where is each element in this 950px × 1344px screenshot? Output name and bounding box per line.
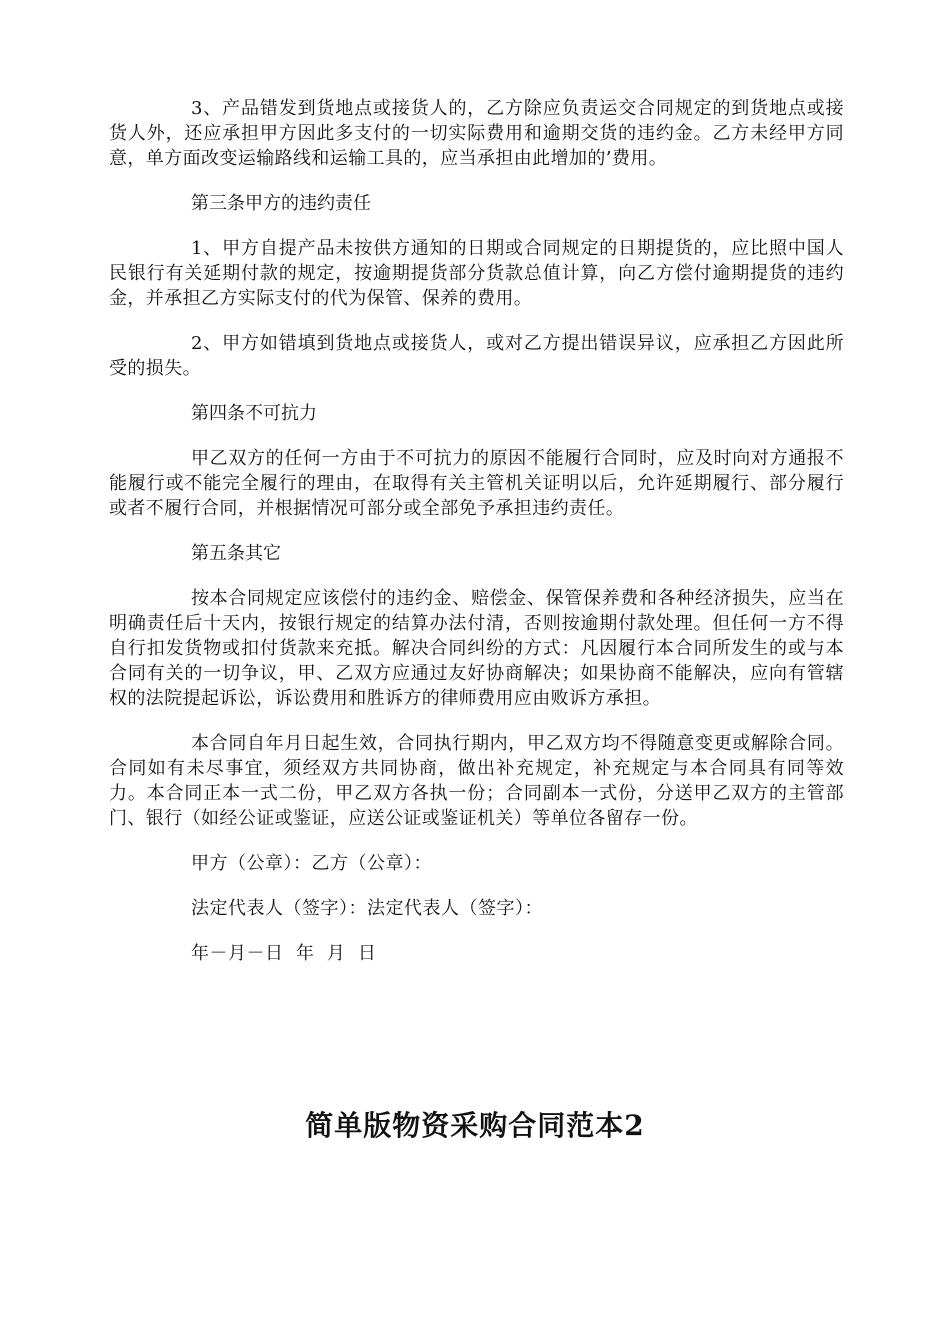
signature-dates: 年－月－日 年 月 日: [191, 943, 377, 964]
signature-representatives: 法定代表人（签字）：法定代表人（签字）：: [191, 898, 543, 919]
heading-article-4: 第四条不可抗力: [191, 403, 317, 424]
paragraph-wrong-address: 2、甲方如错填到货地点或接货人，或对乙方提出错误异议，应承担乙方因此所受的损失。: [109, 333, 844, 379]
signature-parties: 甲方（公章）：乙方（公章）：: [191, 853, 432, 874]
next-contract-title: 简单版物资采购合同范本2: [305, 1109, 645, 1142]
paragraph-force-majeure: 甲乙双方的任何一方由于不可抗力的原因不能履行合同时，应及时向对方通报不能履行或不能完全履行的理由，在取得有关主管机关证明以后，允许延期履行、部分履行或者不履行合同，并根据情况可部分或全部免予承担违约责任。: [109, 448, 844, 519]
heading-article-5: 第五条其它: [191, 543, 281, 564]
paragraph-effectiveness: 本合同自年月日起生效，合同执行期内，甲乙双方均不得随意变更或解除合同。合同如有未尽事宜，须经双方共同协商，做出补充规定，补充规定与本合同具有同等效力。本合同正本一式二份，甲乙双方各执一份；合同副本一式份，分送甲乙双方的主管部门、银行（如经公证或鉴证，应送公证或鉴证机关）等单位各留存一份。: [109, 733, 844, 829]
paragraph-penalties-disputes: 按本合同规定应该偿付的违约金、赔偿金、保管保养费和各种经济损失，应当在明确责任后十天内，按银行规定的结算办法付清，否则按逾期付款处理。但任何一方不得自行扣发货物或扣付货款来充抵。解决合同纠纷的方式：凡因履行本合同所发生的或与本合同有关的一切争议，甲、乙双方应通过友好协商解决；如果协商不能解决，应向有管辖权的法院提起诉讼，诉讼费用和胜诉方的律师费用应由败诉方承担。: [109, 588, 844, 709]
document-body: [109, 96, 844, 966]
paragraph-late-pickup: 1、甲方自提产品未按供方通知的日期或合同规定的日期提货的，应比照中国人民银行有关延期付款的规定，按逾期提货部分货款总值计算，向乙方偿付逾期提货的违约金，并承担乙方实际支付的代为保管、保养的费用。: [109, 238, 844, 309]
paragraph-misdelivery: 3、产品错发到货地点或接货人的，乙方除应负责运交合同规定的到货地点或接货人外，还应承担甲方因此多支付的一切实际费用和逾期交货的违约金。乙方未经甲方同意，单方面改变运输路线和运输工具的，应当承担由此增加的’费用。: [109, 98, 844, 169]
heading-article-3: 第三条甲方的违约责任: [191, 193, 371, 214]
